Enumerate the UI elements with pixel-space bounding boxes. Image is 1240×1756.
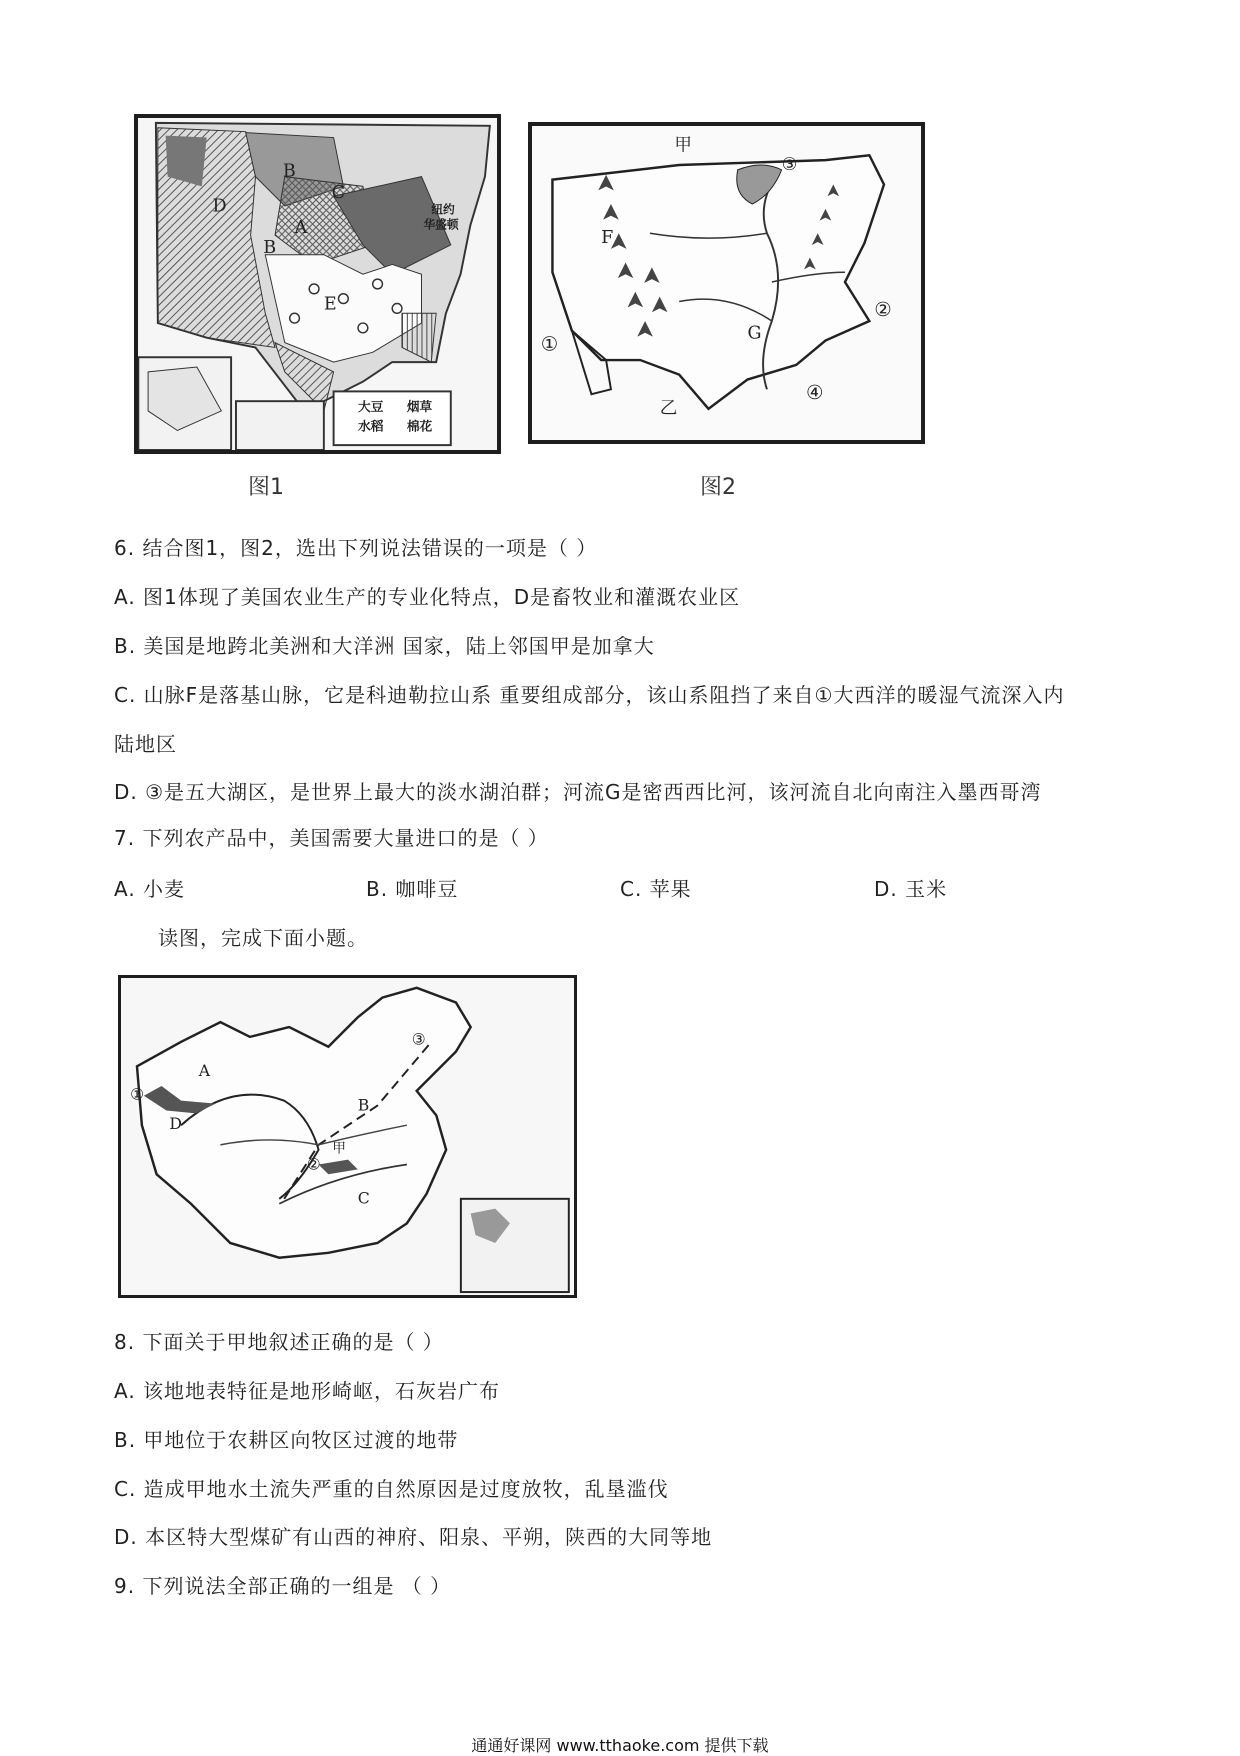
- label-circle-2: ②: [874, 298, 892, 322]
- label-c: C: [357, 1188, 370, 1208]
- us-agriculture-map-drawing: [138, 118, 497, 450]
- us-physical-map-drawing: [532, 126, 921, 440]
- label-b: B: [357, 1095, 370, 1115]
- q8-option-b: B. 甲地位于农耕区向牧区过渡的地带: [114, 1428, 459, 1452]
- label-circle-3: ③: [781, 154, 798, 175]
- q8-stem: 8. 下面关于甲地叙述正确的是（ ）: [114, 1330, 444, 1354]
- q6-option-c-line1: C. 山脉F是落基山脉，它是科迪勒拉山系 重要组成部分，该山系阻挡了来自①大西洋的暖湿气流深入内: [114, 683, 1065, 707]
- label-a: A: [198, 1061, 211, 1081]
- q7-option-d: D. 玉米: [874, 877, 948, 901]
- label-d: D: [169, 1114, 182, 1134]
- label-b-top: B: [282, 161, 296, 182]
- legend-cotton: 棉花: [406, 418, 433, 434]
- figure-1-us-agriculture-map: [134, 114, 501, 454]
- label-yi: 乙: [659, 398, 678, 419]
- label-jia: 甲: [674, 135, 692, 156]
- label-circle-2: ②: [306, 1154, 321, 1174]
- q8-option-a: A. 该地地表特征是地形崎岖，石灰岩广布: [114, 1379, 501, 1403]
- label-c: C: [331, 183, 346, 204]
- q6-stem: 6. 结合图1，图2，选出下列说法错误的一项是（ ）: [114, 536, 598, 560]
- label-jia: 甲: [332, 1140, 347, 1157]
- figure-2-caption: 图2: [700, 475, 736, 500]
- figure-2-us-physical-map: [528, 122, 925, 444]
- label-circle-3: ③: [411, 1029, 426, 1049]
- legend-rice: 水稻: [358, 418, 384, 434]
- q7-option-b: B. 咖啡豆: [366, 877, 459, 901]
- q6-option-d: D. ③是五大湖区，是世界上最大的淡水湖泊群；河流G是密西西比河，该河流自北向南注入墨西哥湾: [114, 780, 1042, 804]
- label-f: F: [601, 228, 614, 249]
- q8-option-c: C. 造成甲地水土流失严重的自然原因是过度放牧，乱垦滥伐: [114, 1477, 669, 1501]
- label-washington: 华盛顿: [423, 217, 459, 232]
- label-e: E: [323, 294, 337, 315]
- label-circle-4: ④: [805, 381, 824, 405]
- q9-stem: 9. 下列说法全部正确的一组是 （ ）: [114, 1574, 452, 1598]
- figure-3-china-map: [118, 975, 577, 1298]
- label-circle-1: ①: [540, 332, 559, 356]
- label-d: D: [212, 196, 227, 217]
- q7-option-c: C. 苹果: [620, 877, 692, 901]
- q7-stem: 7. 下列农产品中，美国需要大量进口的是（ ）: [114, 826, 549, 850]
- label-b-left: B: [263, 237, 277, 258]
- label-circle-1: ①: [130, 1084, 145, 1104]
- figure-1-caption: 图1: [248, 475, 284, 500]
- q7-option-a: A. 小麦: [114, 877, 186, 901]
- q6-option-c-line2: 陆地区: [114, 732, 177, 756]
- q8-option-d: D. 本区特大型煤矿有山西的神府、阳泉、平朔，陕西的大同等地: [114, 1525, 713, 1549]
- china-map-drawing: [121, 978, 574, 1295]
- legend-soybean: 大豆: [358, 398, 384, 414]
- legend-tobacco: 烟草: [406, 398, 433, 414]
- label-g: G: [747, 323, 762, 344]
- reading-intro: 读图，完成下面小题。: [158, 926, 368, 950]
- q6-option-a: A. 图1体现了美国农业生产的专业化特点，D是畜牧业和灌溉农业区: [114, 585, 741, 609]
- label-a: A: [294, 218, 308, 239]
- q6-option-b: B. 美国是地跨北美洲和大洋洲 国家，陆上邻国甲是加拿大: [114, 634, 655, 658]
- footer-source: 通通好课网 www.tthaoke.com 提供下载: [471, 1736, 769, 1755]
- label-newyork: 纽约: [431, 202, 455, 217]
